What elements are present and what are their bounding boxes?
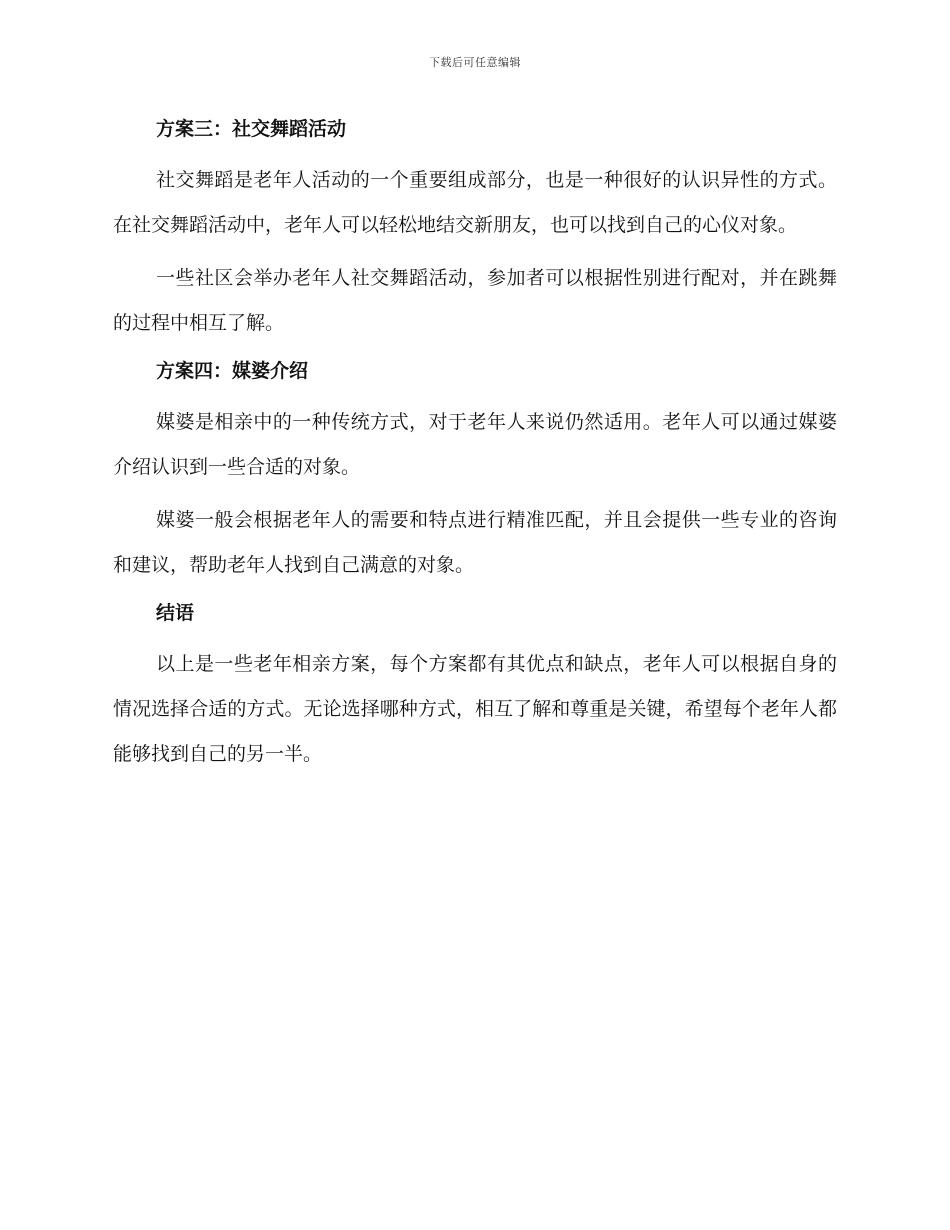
paragraph: 一些社区会举办老年人社交舞蹈活动，参加者可以根据性别进行配对，并在跳舞的过程中相互了解。: [113, 267, 837, 334]
section-heading-conclusion: 结语: [156, 602, 195, 624]
paragraph: 媒婆一般会根据老年人的需要和特点进行精准匹配，并且会提供一些专业的咨询和建议，帮助老年人找到自己满意的对象。: [113, 509, 837, 576]
paragraph: 社交舞蹈是老年人活动的一个重要组成部分，也是一种很好的认识异性的方式。在社交舞蹈活动中，老年人可以轻松地结交新朋友，也可以找到自己的心仪对象。: [113, 169, 837, 236]
section-heading-plan-four: 方案四：媒婆介绍: [156, 360, 309, 382]
page-header: 下载后可任意编辑: [429, 56, 521, 69]
paragraph: 以上是一些老年相亲方案，每个方案都有其优点和缺点，老年人可以根据自身的情况选择合适的方式。无论选择哪种方式，相互了解和尊重是关键，希望每个老年人都能够找到自己的另一半。: [113, 653, 837, 765]
paragraph: 媒婆是相亲中的一种传统方式，对于老年人来说仍然适用。老年人可以通过媒婆介绍认识到一些合适的对象。: [113, 411, 837, 478]
section-heading-plan-three: 方案三：社交舞蹈活动: [156, 118, 347, 140]
document-body: [113, 112, 837, 785]
